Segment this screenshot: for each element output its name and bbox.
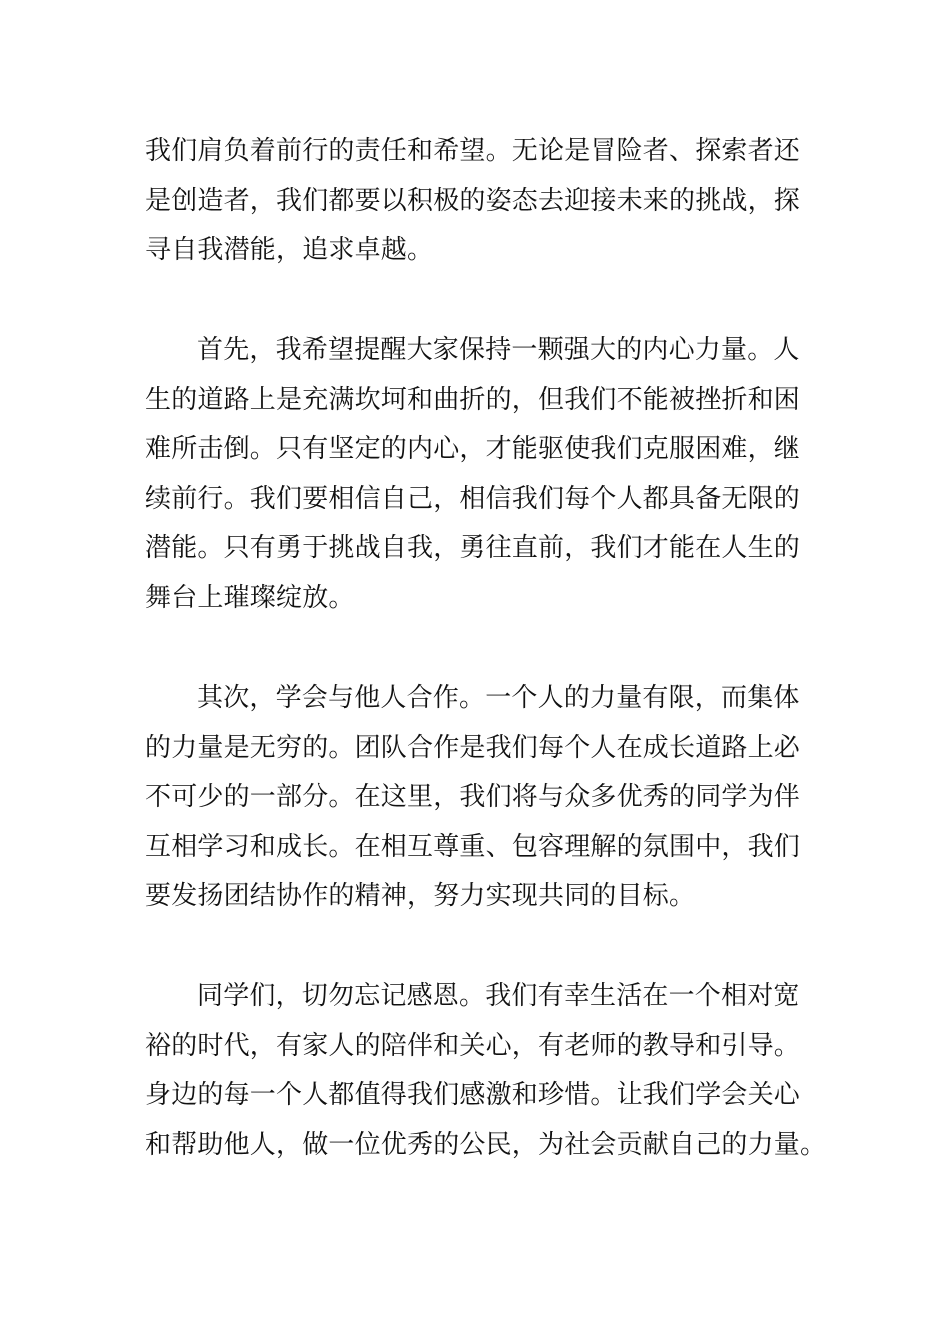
text-line: 裕的时代，有家人的陪伴和关心，有老师的教导和引导。 bbox=[145, 1030, 801, 1061]
text-line: 同学们，切勿忘记感恩。我们有幸生活在一个相对宽 bbox=[197, 981, 800, 1011]
text-line: 寻自我潜能，追求卓越。 bbox=[145, 235, 434, 266]
text-line: 互相学习和成长。在相互尊重、包容理解的氛围中，我们 bbox=[145, 831, 801, 862]
text-line: 首先，我希望提醒大家保持一颗强大的内心力量。人 bbox=[197, 335, 800, 365]
text-line: 和帮助他人，做一位优秀的公民，为社会贡献自己的力量。 bbox=[145, 1129, 827, 1160]
text-line: 是创造者，我们都要以积极的姿态去迎接未来的挑战，探 bbox=[145, 185, 801, 216]
text-line: 其次，学会与他人合作。一个人的力量有限，而集体 bbox=[197, 683, 800, 713]
text-line: 要发扬团结协作的精神，努力实现共同的目标。 bbox=[145, 881, 696, 912]
paragraph-3 bbox=[145, 674, 810, 922]
text-line: 我们肩负着前行的责任和希望。无论是冒险者、探索者还 bbox=[145, 136, 801, 166]
text-line: 舞台上璀璨绽放。 bbox=[145, 582, 355, 613]
paragraph-1 bbox=[145, 127, 810, 276]
text-line: 潜能。只有勇于挑战自我，勇往直前，我们才能在人生的 bbox=[145, 533, 801, 564]
paragraph-4 bbox=[145, 972, 827, 1170]
text-line: 的力量是无穷的。团队合作是我们每个人在成长道路上必 bbox=[145, 732, 801, 763]
text-line: 不可少的一部分。在这里，我们将与众多优秀的同学为伴 bbox=[145, 782, 801, 813]
text-line: 续前行。我们要相信自己，相信我们每个人都具备无限的 bbox=[145, 483, 801, 514]
text-line: 生的道路上是充满坎坷和曲折的，但我们不能被挫折和困 bbox=[145, 384, 801, 415]
text-line: 身边的每一个人都值得我们感激和珍惜。让我们学会关心 bbox=[145, 1080, 801, 1111]
paragraph-2 bbox=[145, 326, 810, 624]
text-line: 难所击倒。只有坚定的内心，才能驱使我们克服困难，继 bbox=[145, 434, 801, 465]
